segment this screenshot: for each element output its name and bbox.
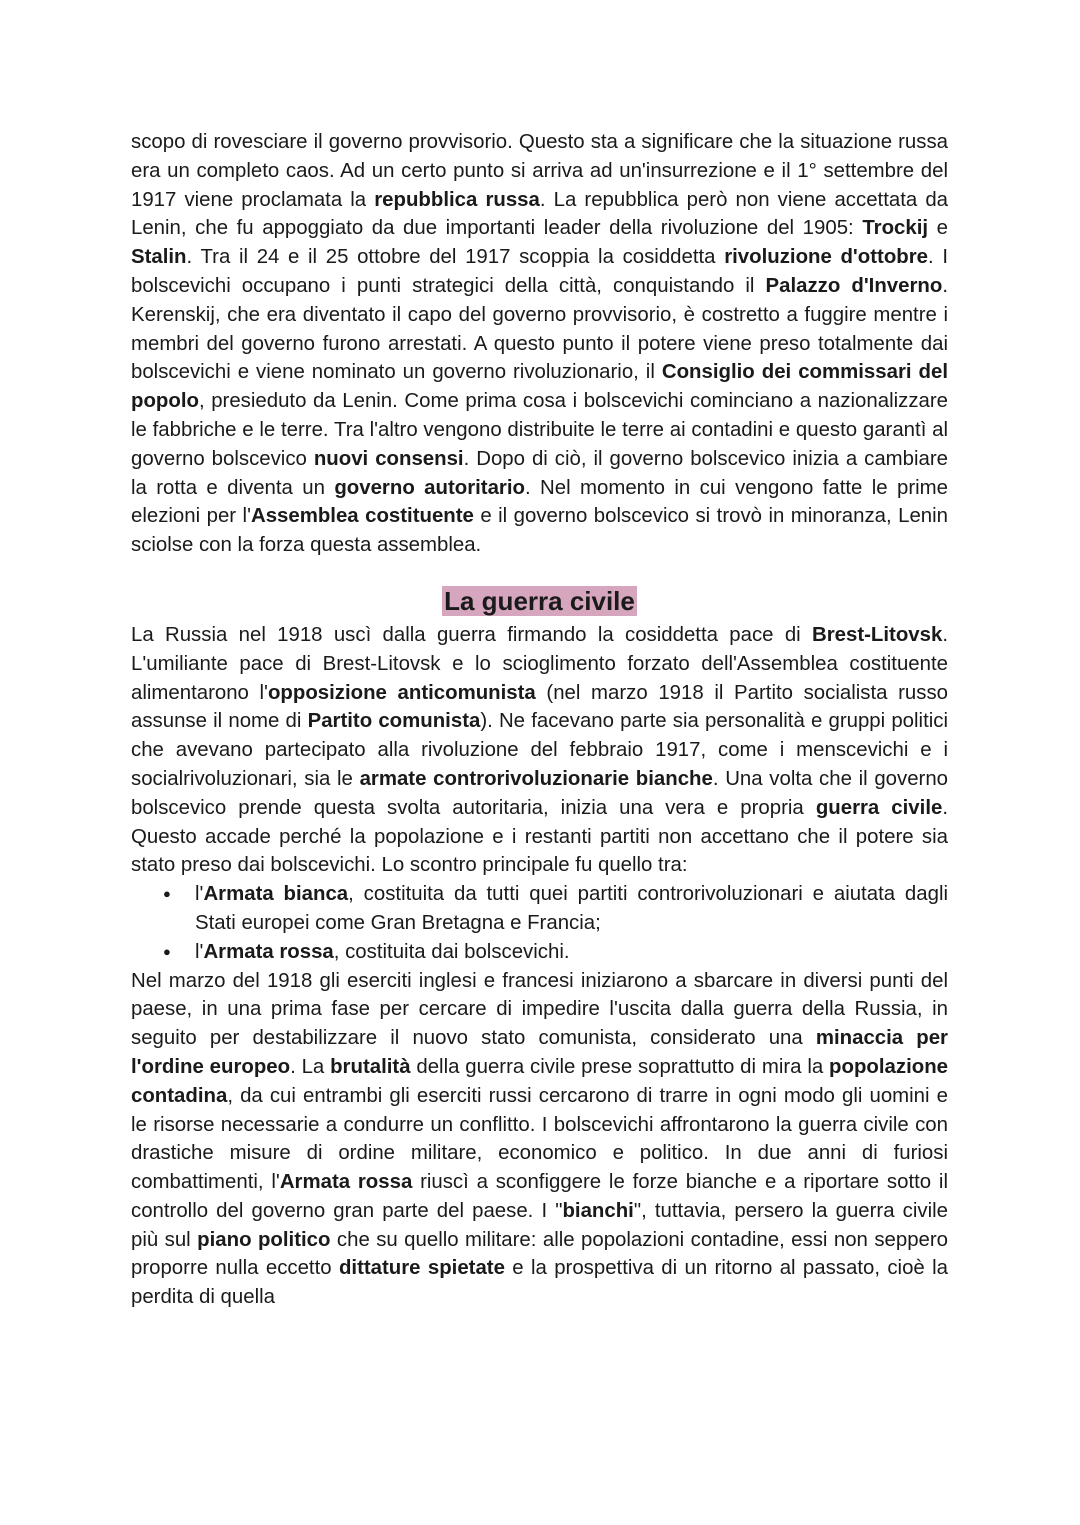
section-heading xyxy=(131,581,948,621)
list-item-red-army: ● l'Armata rossa, costituita dai bolscevichi. xyxy=(131,938,948,967)
list-item-white-army: ● l'Armata bianca, costituita da tutti quei partiti controrivoluzionari e aiutata dagli Stati europei come Gran Bretagna e Francia; xyxy=(131,880,948,938)
paragraph-revolution: scopo di rovesciare il governo provvisorio. Questo sta a significare che la situazione russa era un completo caos. Ad un certo punto si arriva ad un'insurrezione e il 1° settembre del 1917 viene proclamata la repubblica russa. La repubblica però non viene accettata da Lenin, che fu appoggiato da due importanti leader della rivoluzione del 1905: Trockij e Stalin. Tra il 24 e il 25 ottobre del 1917 scoppia la cosiddetta rivoluzione d'ottobre. I bolscevichi occupano i punti strategici della città, conquistando il Palazzo d'Inverno. Kerenskij, che era diventato il capo del governo provvisorio, è costretto a fuggire mentre i membri del governo furono arrestati. A questo punto il potere viene preso totalmente dai bolscevichi e viene nominato un governo rivoluzionario, il Consiglio dei commissari del popolo, presieduto da Lenin. Come prima cosa i bolscevichi cominciano a nazionalizzare le fabbriche e le terre. Tra l'altro vengono distribuite le terre ai contadini e questo garantì al governo bolscevico nuovi consensi. Dopo di ciò, il governo bolscevico inizia a cambiare la rotta e diventa un governo autoritario. Nel momento in cui vengono fatte le prime elezioni per l'Assemblea costituente e il governo bolscevico si trovò in minoranza, Lenin sciolse con la forza questa assemblea. xyxy=(131,131,948,557)
bold-term: brutalità xyxy=(330,1055,411,1078)
paragraph-civil-war-outcome: Nel marzo del 1918 gli eserciti inglesi e francesi iniziarono a sbarcare in diversi punti del paese, in una prima fase per cercare di impedire l'uscita dalla guerra della Russia, in seguito per destabilizzare il nuovo stato comunista, considerato una minaccia per l'ordine europeo. La brutalità della guerra civile prese soprattutto di mira la popolazione contadina, da cui entrambi gli eserciti russi cercarono di trarre in ogni modo gli uomini e le risorse necessarie a condurre un conflitto. I bolscevichi affrontarono la guerra civile con drastiche misure di ordine militare, economico e politico. In due anni di furiosi combattimenti, l'Armata rossa riuscì a sconfiggere le forze bianche e a riportare sotto il controllo del governo gran parte del paese. I "bianchi", tuttavia, persero la guerra civile più sul piano politico che su quello militare: alle popolazioni contadine, essi non seppero proporre nulla eccetto dittature spietate e la prospettiva di un ritorno al passato, cioè la perdita di quella xyxy=(131,969,949,1309)
paragraph-civil-war-intro: La Russia nel 1918 uscì dalla guerra firmando la cosiddetta pace di Brest-Litovsk. L'umiliante pace di Brest-Litovsk e lo scioglimento forzato dell'Assemblea costituente alimentarono l'opposizione anticomunista (nel marzo 1918 il Partito socialista russo assunse il nome di Partito comunista). Ne facevano parte sia personalità e gruppi politici che avevano partecipato alla rivoluzione del febbraio 1917, come i menscevichi e i socialrivoluzionari, sia le armate controrivoluzionarie bianche. Una volta che il governo bolscevico prende questa svolta autoritaria, inizia una vera e propria guerra civile. Questo accade perché la popolazione e i restanti partiti non accettano che il potere sia stato preso dai bolscevichi. Lo scontro principale fu quello tra: xyxy=(131,623,949,877)
bold-term: minaccia per l'ordine europeo xyxy=(131,1027,948,1078)
bold-term: Armata rossa xyxy=(279,1171,413,1194)
bold-term: Assemblea costituente xyxy=(250,505,474,528)
bold-term: dittature spietate xyxy=(338,1257,505,1280)
bold-term: Palazzo d'Inverno xyxy=(765,274,943,297)
bold-term: opposizione anticomunista xyxy=(267,681,536,704)
bold-term: guerra civile xyxy=(815,796,943,819)
bold-term: armate controrivoluzionarie bianche xyxy=(359,767,713,790)
bold-term: nuovi consensi xyxy=(313,447,464,470)
bold-term: repubblica russa xyxy=(374,188,540,211)
bold-term: Consiglio dei commissari del popolo xyxy=(131,361,948,413)
armies-list xyxy=(131,880,948,966)
bold-term: piano politico xyxy=(197,1228,331,1251)
bold-term: rivoluzione d'ottobre xyxy=(724,246,928,269)
bold-term: Partito comunista xyxy=(307,710,481,733)
bold-term: governo autoritario xyxy=(334,476,525,499)
bold-term: Armata bianca xyxy=(203,883,349,906)
bold-term: Trockij xyxy=(862,217,929,240)
bold-term: bianchi xyxy=(562,1199,634,1222)
bold-term: Brest-Litovsk xyxy=(812,623,943,646)
document-page xyxy=(131,128,948,1312)
bold-term: Armata rossa xyxy=(203,940,334,963)
bold-term: popolazione contadina xyxy=(131,1055,948,1107)
bold-term: Stalin xyxy=(131,246,187,269)
section-heading-text: La guerra civile xyxy=(444,585,635,616)
